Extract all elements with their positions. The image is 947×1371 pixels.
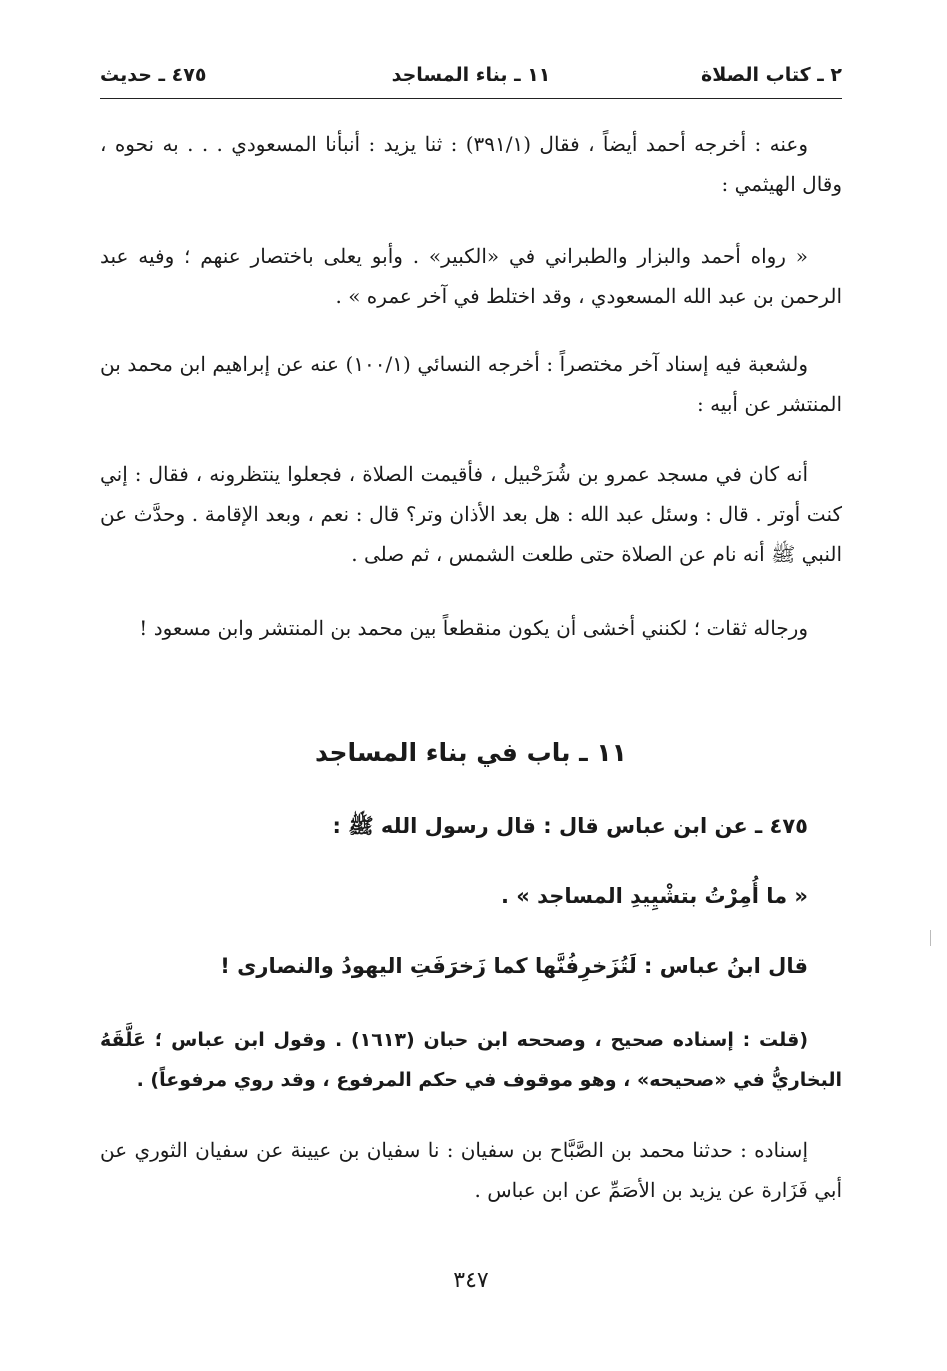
- paragraph-3: ولشعبة فيه إسناد آخر مختصراً : أخرجه النسائي (١٠٠/١) عنه عن إبراهيم ابن محمد بن المنتشر عن أبيه :: [100, 352, 842, 416]
- paragraph-4: أنه كان في مسجد عمرو بن شُرَحْبيل ، فأقيمت الصلاة ، فجعلوا ينتظرونه ، فقال : إني كنت أوتر . قال : وسئل عبد الله : هل بعد الأذان وتر؟ قال : نعم ، وبعد الإقامة . وحدَّث عن النبي ﷺ أنه نام عن الصلاة حتى طلعت الشمس ، ثم صلى .: [100, 462, 842, 566]
- header-hadith-number: ٤٧٥ ـ حديث: [100, 64, 207, 86]
- paragraph-1: وعنه : أخرجه أحمد أيضاً ، فقال (٣٩١/١) : ثنا يزيد : أنبأنا المسعودي . . . به نحوه ، وقال الهيثمي :: [100, 132, 842, 196]
- header-book-title: ٢ ـ كتاب الصلاة: [701, 64, 842, 86]
- paragraph-2: « رواه أحمد والبزار والطبراني في «الكبير» . وأبو يعلى باختصار عنهم ؛ وفيه عبد الرحمن بن عبد الله المسعودي ، وقد اختلط في آخر عمره » .: [100, 244, 842, 308]
- ibn-abbas-statement: قال ابنُ عباس : لَتُزَخرِفُنَّها كما زَخرَفَتِ اليهودُ والنصارى !: [220, 954, 808, 978]
- isnad-paragraph: إسناده : حدثنا محمد بن الصَّبَّاح بن سفيان : نا سفيان بن عيينة عن سفيان الثوري عن أبي فَزَارة عن يزيد بن الأصَمِّ عن ابن عباس .: [100, 1138, 842, 1202]
- grading-note: (قلت : إسناده صحيح ، وصححه ابن حبان (١٦١٣) . وقول ابن عباس ؛ عَلَّقَهُ البخاريُّ في «صحيحه» ، وهو موقوف في حكم المرفوع ، وقد روي مرفوعاً) .: [100, 1029, 842, 1091]
- header-rule: [100, 98, 842, 99]
- page-number: ٣٤٧: [453, 1268, 489, 1293]
- running-header: [100, 62, 842, 96]
- paragraph-5: ورجاله ثقات ؛ لكنني أخشى أن يكون منقطعاً بين محمد بن المنتشر وابن مسعود !: [139, 616, 808, 640]
- scan-margin-mark: [930, 930, 931, 946]
- book-page: [100, 0, 842, 1371]
- hadith-intro: ٤٧٥ ـ عن ابن عباس قال : قال رسول الله ﷺ :: [332, 814, 808, 838]
- hadith-text: « ما أُمِرْتُ بتشْيِيدِ المساجد » .: [500, 884, 808, 908]
- chapter-title: ١١ ـ باب في بناء المساجد: [315, 738, 627, 767]
- header-chapter-title: ١١ ـ بناء المساجد: [391, 64, 551, 86]
